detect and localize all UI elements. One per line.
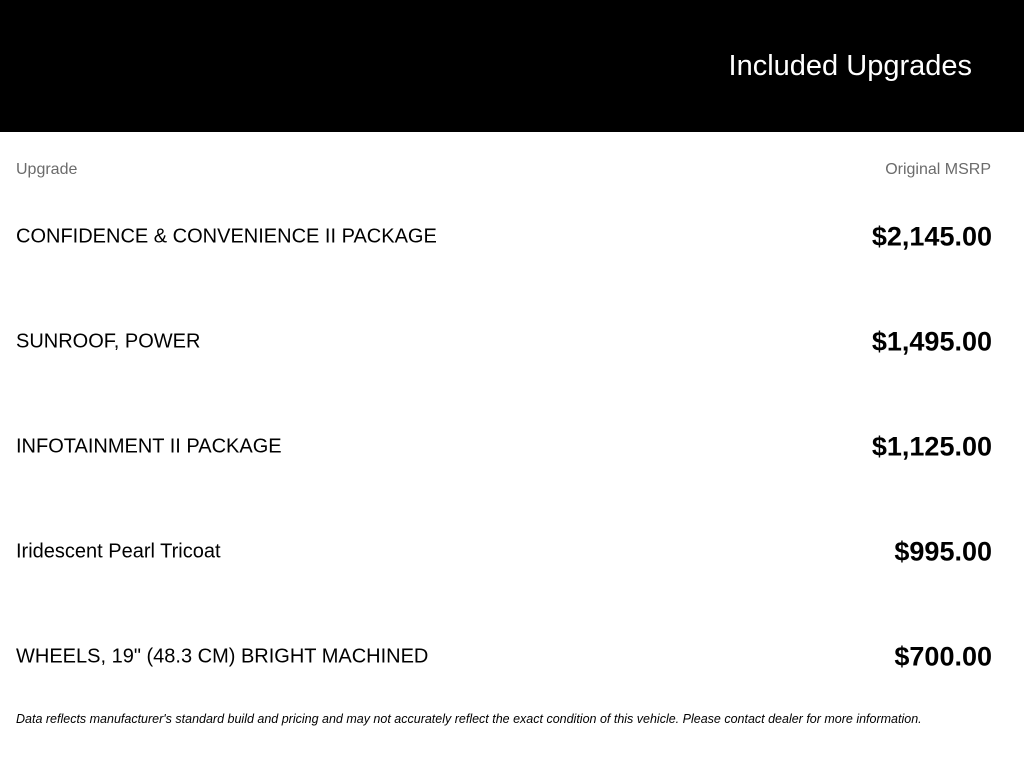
upgrade-name: INFOTAINMENT II PACKAGE bbox=[16, 435, 282, 458]
page-title: Included Upgrades bbox=[728, 50, 972, 82]
upgrade-price: $700.00 bbox=[894, 641, 992, 672]
upgrade-name: WHEELS, 19" (48.3 CM) BRIGHT MACHINED bbox=[16, 645, 429, 668]
upgrade-price: $1,125.00 bbox=[871, 431, 992, 462]
msrp-column-header: Original MSRP bbox=[885, 161, 991, 178]
upgrade-row bbox=[16, 427, 992, 467]
upgrade-name: SUNROOF, POWER bbox=[16, 330, 201, 353]
disclaimer-text: Data reflects manufacturer's standard build and pricing and may not accurately reflect the exact condition of this vehicle. Please contact dealer for more information. bbox=[16, 712, 922, 726]
page-header bbox=[0, 0, 1024, 132]
upgrade-name: CONFIDENCE & CONVENIENCE II PACKAGE bbox=[16, 225, 437, 248]
upgrade-row bbox=[16, 637, 992, 677]
upgrade-column-header: Upgrade bbox=[16, 161, 78, 178]
upgrade-name: Iridescent Pearl Tricoat bbox=[16, 540, 221, 563]
upgrade-row bbox=[16, 217, 992, 257]
upgrade-row bbox=[16, 532, 992, 572]
upgrade-price: $2,145.00 bbox=[871, 221, 992, 252]
upgrade-price: $995.00 bbox=[894, 536, 992, 567]
upgrade-price: $1,495.00 bbox=[871, 326, 992, 357]
upgrade-row bbox=[16, 322, 992, 362]
